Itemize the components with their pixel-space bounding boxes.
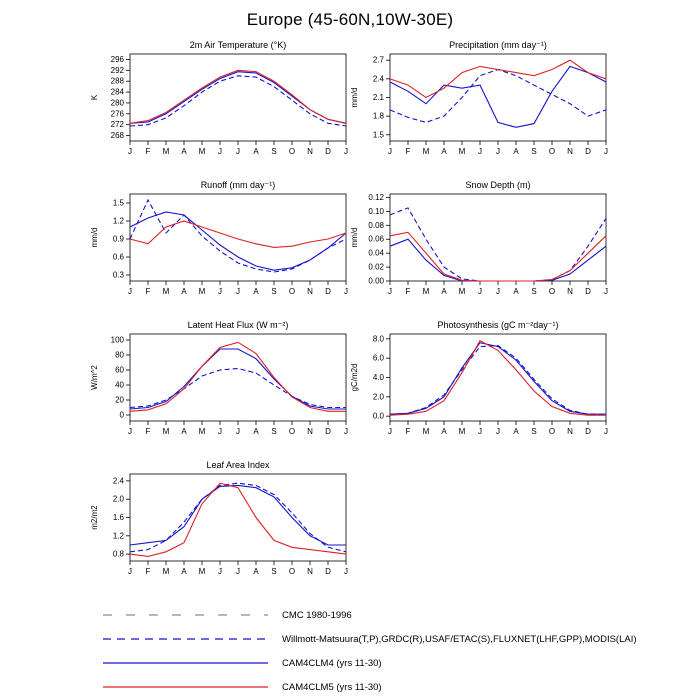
- x-tick-label: A: [441, 287, 447, 296]
- y-tick-label: 1.8: [372, 111, 384, 121]
- chart-panel-photosynthesis: [344, 318, 629, 453]
- chart-title: Photosynthesis (gC m⁻²day⁻¹): [437, 320, 559, 330]
- x-tick-label: N: [567, 427, 573, 436]
- x-tick-label: F: [145, 567, 151, 576]
- x-tick-label: J: [344, 287, 348, 296]
- x-tick-label: O: [548, 427, 556, 436]
- x-tick-label: A: [441, 147, 447, 156]
- x-tick-label: F: [145, 287, 151, 296]
- chart-panel-precipitation: [344, 38, 629, 173]
- y-tick-label: 1.2: [112, 531, 124, 541]
- y-axis-label: mm/d: [90, 227, 99, 248]
- chart-svg-leaf-area-index: [84, 458, 369, 593]
- x-tick-label: J: [128, 287, 132, 296]
- y-tick-label: 1.5: [112, 198, 124, 208]
- x-tick-label: A: [181, 427, 187, 436]
- x-tick-label: O: [548, 147, 556, 156]
- y-tick-label: 1.5: [372, 130, 384, 140]
- x-tick-label: J: [236, 147, 240, 156]
- chart-title: Precipitation (mm day⁻¹): [449, 40, 547, 50]
- x-tick-label: J: [496, 147, 500, 156]
- x-tick-label: M: [422, 147, 430, 156]
- plot-frame: [130, 54, 346, 141]
- y-tick-label: 0.0: [372, 411, 384, 421]
- x-tick-label: J: [388, 147, 392, 156]
- y-tick-label: 20: [115, 395, 124, 405]
- y-tick-label: 60: [115, 365, 124, 375]
- x-tick-label: S: [531, 427, 537, 436]
- x-tick-label: J: [236, 567, 240, 576]
- y-tick-label: 0.10: [368, 206, 384, 216]
- x-tick-label: J: [344, 567, 348, 576]
- y-tick-label: 2.0: [112, 494, 124, 504]
- chart-panel-runoff: [84, 178, 369, 313]
- x-tick-label: S: [531, 147, 537, 156]
- x-tick-label: D: [325, 427, 331, 436]
- y-tick-label: 40: [115, 380, 124, 390]
- x-tick-label: J: [128, 147, 132, 156]
- series-line-snow-depth-0: [390, 208, 606, 281]
- y-tick-label: 2.7: [372, 55, 384, 65]
- chart-svg-runoff: [84, 178, 369, 313]
- y-tick-label: 8.0: [372, 334, 384, 344]
- x-tick-label: O: [288, 427, 296, 436]
- legend-item-obs: [103, 627, 637, 651]
- x-tick-label: M: [422, 427, 430, 436]
- chart-title: Snow Depth (m): [465, 180, 531, 190]
- x-tick-label: A: [513, 427, 519, 436]
- x-tick-label: M: [162, 147, 170, 156]
- y-tick-label: 276: [110, 109, 124, 119]
- series-line-precipitation-0: [390, 70, 606, 123]
- legend-line-solid-red: [103, 683, 268, 691]
- series-line-snow-depth-1: [390, 239, 606, 281]
- y-tick-label: 0.9: [112, 234, 124, 244]
- y-axis-label: mm/d: [350, 227, 359, 248]
- plot-frame: [130, 474, 346, 561]
- x-tick-label: S: [531, 287, 537, 296]
- x-tick-label: N: [307, 287, 313, 296]
- x-tick-label: J: [388, 287, 392, 296]
- y-tick-label: 280: [110, 98, 124, 108]
- x-tick-label: J: [478, 147, 482, 156]
- y-axis-label: mm/d: [350, 87, 359, 108]
- y-tick-label: 6.0: [372, 353, 384, 363]
- x-tick-label: J: [478, 287, 482, 296]
- x-tick-label: N: [567, 287, 573, 296]
- chart-svg-latent-heat-flux: [84, 318, 369, 453]
- y-tick-label: 1.2: [112, 216, 124, 226]
- series-line-precipitation-1: [390, 66, 606, 127]
- x-tick-label: N: [567, 147, 573, 156]
- x-tick-label: J: [604, 427, 608, 436]
- x-tick-label: N: [307, 147, 313, 156]
- y-tick-label: 2.4: [372, 74, 384, 84]
- x-tick-label: S: [271, 427, 277, 436]
- chart-panel-latent-heat-flux: [84, 318, 369, 453]
- x-tick-label: M: [198, 147, 206, 156]
- series-line-photosynthesis-0: [390, 346, 606, 415]
- x-tick-label: A: [253, 287, 259, 296]
- x-tick-label: J: [344, 427, 348, 436]
- x-tick-label: M: [458, 287, 466, 296]
- x-tick-label: M: [162, 567, 170, 576]
- chart-panel-air-temperature: [84, 38, 369, 173]
- y-tick-label: 0.08: [368, 220, 384, 230]
- y-tick-label: 2.1: [372, 93, 384, 102]
- legend-line-solid-blue: [103, 659, 268, 667]
- legend-label-obs: Willmott-Matsuura(T,P),GRDC(R),USAF/ETAC(S),FLUXNET(LHF,GPP),MODIS(LAI): [282, 633, 637, 645]
- x-tick-label: M: [458, 147, 466, 156]
- x-tick-label: O: [288, 567, 296, 576]
- y-tick-label: 0.3: [112, 270, 124, 280]
- y-axis-label: gC/m2d: [350, 363, 359, 392]
- x-tick-label: A: [181, 287, 187, 296]
- legend-line-longdash: [103, 611, 268, 619]
- y-tick-label: 0.02: [368, 262, 384, 272]
- chart-panel-leaf-area-index: [84, 458, 369, 593]
- x-tick-label: M: [198, 567, 206, 576]
- y-axis-label: W/m^2: [90, 365, 99, 390]
- page-title: Europe (45-60N,10W-30E): [246, 10, 454, 29]
- legend-label-cam4clm4: CAM4CLM4 (yrs 11-30): [282, 657, 382, 669]
- x-tick-label: O: [288, 287, 296, 296]
- series-line-runoff-0: [130, 200, 346, 272]
- x-tick-label: J: [478, 427, 482, 436]
- x-tick-label: F: [145, 427, 151, 436]
- x-tick-label: A: [181, 567, 187, 576]
- y-tick-label: 288: [110, 76, 124, 86]
- x-tick-label: S: [271, 147, 277, 156]
- plot-frame: [130, 194, 346, 281]
- y-tick-label: 0.8: [112, 549, 124, 559]
- legend-item-cam4clm4: [103, 651, 637, 675]
- x-tick-label: O: [548, 287, 556, 296]
- y-axis-label: m2/m2: [90, 505, 99, 530]
- series-line-latent-heat-flux-1: [130, 349, 346, 409]
- series-line-air-temperature-0: [130, 76, 346, 126]
- x-tick-label: J: [218, 567, 222, 576]
- x-tick-label: D: [585, 427, 591, 436]
- y-tick-label: 296: [110, 54, 124, 64]
- legend-label-cam4clm5: CAM4CLM5 (yrs 11-30): [282, 681, 382, 693]
- legend: [103, 603, 637, 699]
- x-tick-label: J: [496, 427, 500, 436]
- x-tick-label: J: [218, 147, 222, 156]
- chart-title: Leaf Area Index: [206, 460, 270, 470]
- x-tick-label: M: [458, 427, 466, 436]
- y-tick-label: 0.6: [112, 252, 124, 262]
- series-line-leaf-area-index-2: [130, 483, 346, 556]
- y-tick-label: 2.0: [372, 392, 384, 402]
- series-line-runoff-2: [130, 221, 346, 247]
- x-tick-label: J: [236, 427, 240, 436]
- x-tick-label: J: [128, 427, 132, 436]
- legend-item-cmc: [103, 603, 637, 627]
- x-tick-label: M: [422, 287, 430, 296]
- y-tick-label: 0.12: [368, 192, 384, 202]
- chart-title: 2m Air Temperature (°K): [189, 40, 287, 50]
- y-tick-label: 292: [110, 65, 124, 75]
- x-tick-label: J: [218, 287, 222, 296]
- x-tick-label: D: [325, 567, 331, 576]
- x-tick-label: N: [307, 567, 313, 576]
- series-line-photosynthesis-1: [390, 343, 606, 415]
- chart-panel-snow-depth: [344, 178, 629, 313]
- x-tick-label: F: [145, 147, 151, 156]
- x-tick-label: J: [236, 287, 240, 296]
- legend-line-dashed: [103, 635, 268, 643]
- x-tick-label: A: [253, 427, 259, 436]
- x-tick-label: N: [307, 427, 313, 436]
- x-tick-label: F: [405, 427, 411, 436]
- x-tick-label: A: [513, 287, 519, 296]
- y-tick-label: 2.4: [112, 476, 124, 486]
- x-tick-label: S: [271, 287, 277, 296]
- y-tick-label: 0.04: [368, 248, 384, 258]
- y-tick-label: 0.00: [368, 276, 384, 286]
- x-tick-label: S: [271, 567, 277, 576]
- x-tick-label: M: [198, 287, 206, 296]
- x-tick-label: J: [496, 287, 500, 296]
- x-tick-label: A: [253, 567, 259, 576]
- y-tick-label: 272: [110, 120, 124, 130]
- x-tick-label: A: [181, 147, 187, 156]
- chart-title: Runoff (mm day⁻¹): [200, 180, 276, 190]
- legend-item-cam4clm5: [103, 675, 637, 699]
- y-tick-label: 268: [110, 131, 124, 141]
- series-line-photosynthesis-2: [390, 341, 606, 415]
- chart-svg-photosynthesis: [344, 318, 629, 453]
- x-tick-label: A: [513, 147, 519, 156]
- y-tick-label: 0.06: [368, 234, 384, 244]
- chart-svg-air-temperature: [84, 38, 369, 173]
- x-tick-label: J: [344, 147, 348, 156]
- x-tick-label: J: [388, 427, 392, 436]
- chart-svg-snow-depth: [344, 178, 629, 313]
- y-tick-label: 100: [110, 335, 124, 345]
- y-tick-label: 1.6: [112, 513, 124, 522]
- series-line-precipitation-2: [390, 60, 606, 97]
- x-tick-label: D: [585, 147, 591, 156]
- x-tick-label: J: [128, 567, 132, 576]
- y-axis-label: K: [90, 94, 99, 101]
- plot-frame: [390, 54, 606, 141]
- y-tick-label: 284: [110, 87, 124, 97]
- x-tick-label: A: [441, 427, 447, 436]
- legend-label-cmc: CMC 1980-1996: [282, 609, 352, 621]
- x-tick-label: F: [405, 287, 411, 296]
- y-tick-label: 80: [115, 350, 124, 360]
- series-line-leaf-area-index-0: [130, 483, 346, 552]
- x-tick-label: F: [405, 147, 411, 156]
- series-line-leaf-area-index-1: [130, 485, 346, 545]
- chart-title: Latent Heat Flux (W m⁻²): [187, 320, 289, 330]
- x-tick-label: J: [604, 147, 608, 156]
- x-tick-label: J: [218, 427, 222, 436]
- y-tick-label: 4.0: [372, 373, 384, 382]
- x-tick-label: M: [162, 287, 170, 296]
- x-tick-label: D: [585, 287, 591, 296]
- x-tick-label: M: [198, 427, 206, 436]
- x-tick-label: O: [288, 147, 296, 156]
- y-tick-label: 0: [119, 410, 124, 420]
- x-tick-label: D: [325, 147, 331, 156]
- plot-frame: [390, 194, 606, 281]
- x-tick-label: M: [162, 427, 170, 436]
- x-tick-label: A: [253, 147, 259, 156]
- series-line-latent-heat-flux-0: [130, 369, 346, 408]
- chart-svg-precipitation: [344, 38, 629, 173]
- x-tick-label: J: [604, 287, 608, 296]
- x-tick-label: D: [325, 287, 331, 296]
